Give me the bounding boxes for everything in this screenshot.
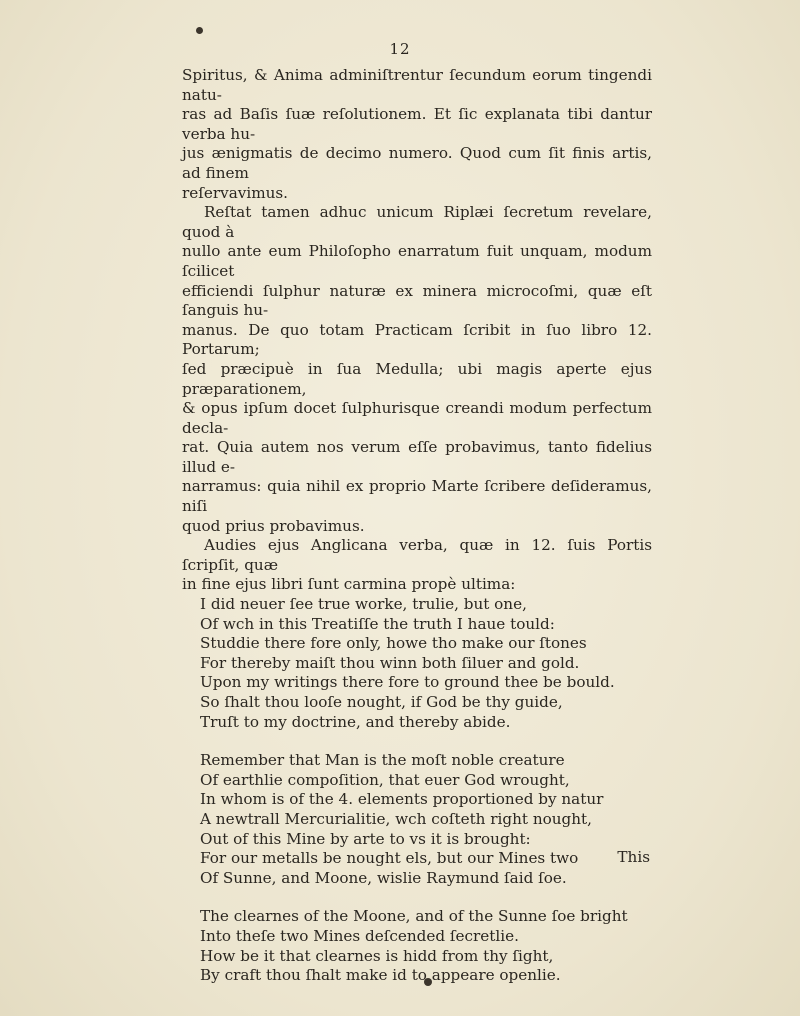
verse-line: In whom is of the 4. elements proportioned by natur [200,790,604,809]
text-line: Spiritus, & Anima adminiſtrentur ſecundum eorum tingendi natu- [182,66,652,104]
page-text [182,66,652,986]
text-line: rat. Quia autem nos verum eſſe probavimus, tanto fidelius illud e- [182,438,652,476]
text-line: ras ad Baſis ſuæ reſolutionem. Et ſic explanata tibi dantur verba hu- [182,105,652,143]
verse-line: I did neuer ſee true worke, trulie, but one, [200,595,527,614]
page-number: 12 [389,40,411,58]
catchword: This [617,848,650,866]
verse-line: Truſt to my doctrine, and thereby abide. [200,712,511,731]
verse-stanza [182,595,652,732]
verse-line: How be it that clearnes is hidd from thy ſight, [200,946,554,965]
verse-line: For thereby maiſt thou winn both ſiluer and gold. [200,653,580,672]
stanza-gap [182,888,652,907]
verse-line: Out of this Mine by arte to vs it is brought: [200,829,531,848]
text-line: quod prius probavimus. [182,516,365,535]
ink-spot [196,27,203,34]
verse-line: Of earthlie compoſition, that euer God wrought, [200,770,570,789]
text-line: ſed præcipuè in ſua Medulla; ubi magis aperte ejus præparationem, [182,359,652,398]
verse-line: Into theſe two Mines deſcended ſecretlie. [200,926,519,945]
verse-line: Of Sunne, and Moone, wislie Raymund ſaid ſoe. [200,868,567,887]
verse-line: Upon my writings there fore to ground thee be bould. [200,673,615,692]
text-line: reſervavimus. [182,183,288,202]
stanza-gap [182,732,652,751]
verse-line: So ſhalt thou looſe nought, if God be thy guide, [200,693,563,711]
text-line: nullo ante eum Philoſopho enarratum fuit unquam, modum ſcilicet [182,242,652,280]
text-line: in fine ejus libri ſunt carmina propè ultima: [182,575,516,594]
verse-line: Studdie there fore only, howe tho make our ſtones [200,634,587,653]
paragraph [182,66,652,203]
verse-stanza [182,907,652,985]
verse-line: For our metalls be nought els, but our Mines two [200,849,579,868]
verse-line: Remember that Man is the moſt noble creature [200,751,565,770]
verse-line: Of wch in this Treatiſſe the truth I haue tould: [200,614,555,633]
verse-stanza [182,751,652,888]
text-line: narramus: quia nihil ex proprio Marte ſcribere deſideramus, niſi [182,477,652,516]
text-line: & opus ipſum docet ſulphurisque creandi modum perfectum decla- [182,399,652,437]
verse-line: By craft thou ſhalt make id to appeare openlie. [200,966,561,985]
verse-line: The clearnes of the Moone, and of the Sunne ſoe bright [200,907,628,926]
text-line: manus. De quo totam Practicam ſcribit in ſuo libro 12. Portarum; [182,320,652,359]
paragraph [182,203,652,536]
text-line: Reſtat tamen adhuc unicum Riplæi ſecretum revelare, quod à [182,203,652,241]
text-line: jus ænigmatis de decimo numero. Quod cum ſit finis artis, ad finem [182,144,652,182]
paragraph [182,536,652,595]
text-line: Audies ejus Anglicana verba, quæ in 12. ſuis Portis ſcripſit, quæ [182,536,652,574]
verse-line: A newtrall Mercurialitie, wch coſteth right nought, [200,809,592,828]
text-line: efficiendi ſulphur naturæ ex minera microcoſmi, quæ eſt ſanguis hu- [182,281,652,320]
